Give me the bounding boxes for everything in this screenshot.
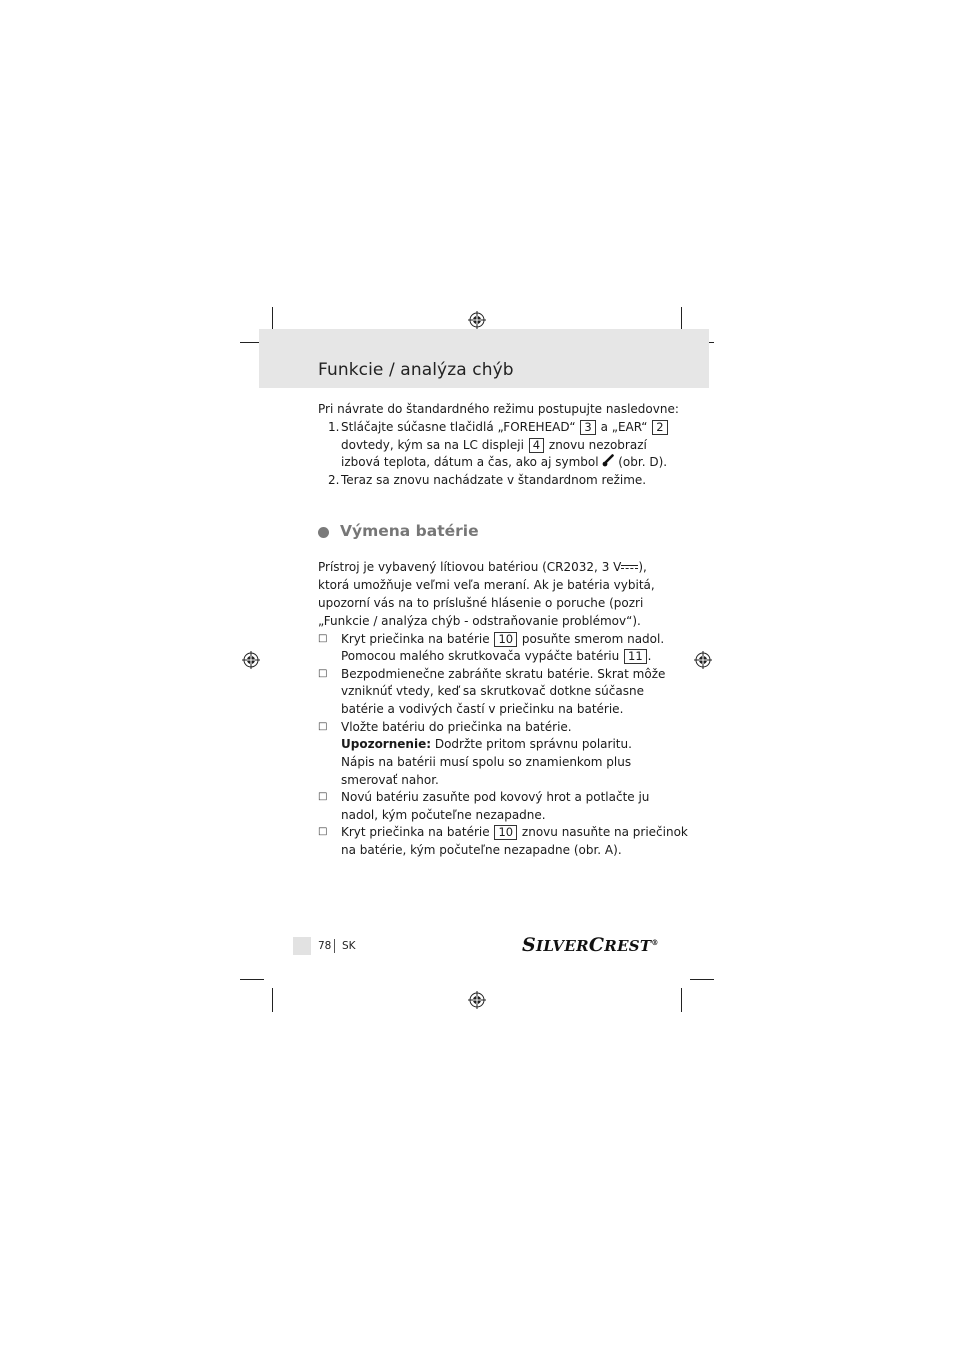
step-1-text: znovu nezobrazí	[548, 438, 647, 452]
step-1-text: a „EAR“	[600, 420, 648, 434]
ref-box: 10	[494, 632, 517, 647]
step-1-text: izbová teplota, dátum a čas, ako aj symbol	[341, 455, 599, 469]
list-item-line: Nápis na batérii musí spolu so znamienkom plus	[341, 755, 632, 769]
page-number: 78	[318, 940, 332, 952]
intro-lead: Pri návrate do štandardného režimu postupujte nasledovne:	[318, 402, 679, 416]
note-label: Upozornenie:	[341, 737, 431, 751]
paragraph-line	[318, 559, 647, 577]
registration-mark-icon	[468, 311, 486, 329]
crop-mark	[690, 979, 714, 980]
page-title: Funkcie / analýza chýb	[318, 360, 514, 380]
list-item-line	[341, 736, 632, 754]
step-1-text: Stláčajte súčasne tlačidlá „FOREHEAD“	[341, 420, 576, 434]
section-bullet-icon	[318, 527, 329, 538]
ref-box: 2	[652, 420, 667, 435]
list-item-text: znovu nasuňte na priečinok	[521, 825, 688, 839]
list-item-line: smerovať nahor.	[341, 773, 439, 787]
list-item-text: Kryt priečinka na batérie	[341, 825, 490, 839]
language-code: SK	[342, 940, 356, 952]
step-2-number: 2.	[328, 473, 340, 487]
list-item-text: Dodržte pritom správnu polaritu.	[434, 737, 632, 751]
crop-mark	[240, 979, 264, 980]
registration-mark-icon	[242, 651, 260, 669]
step-2-text: Teraz sa znovu nachádzate v štandardnom režime.	[341, 473, 647, 487]
ref-box: 10	[494, 825, 517, 840]
ref-box: 11	[624, 649, 647, 664]
list-item	[341, 631, 664, 649]
paragraph-line: upozorní vás na to príslušné hlásenie o poruche (pozri	[318, 596, 644, 610]
list-item-text: .	[647, 649, 652, 663]
list-item	[341, 824, 688, 842]
list-item-line: nadol, kým počuteľne nezapadne.	[341, 808, 546, 822]
checkbox-bullet-icon: □	[318, 721, 328, 732]
step-1-line-1	[341, 419, 669, 437]
ref-box: 4	[529, 438, 544, 453]
checkbox-bullet-icon: □	[318, 633, 328, 644]
list-item-text: Pomocou malého skrutkovača vypáčte batériu	[341, 649, 620, 663]
step-1-line-2	[341, 437, 647, 455]
thermometer-symbol-icon	[602, 454, 614, 467]
step-1-line-3	[341, 454, 667, 472]
step-1-text: (obr. D).	[618, 455, 668, 469]
list-item-line: na batérie, kým počuteľne nezapadne (obr. A).	[341, 843, 622, 857]
checkbox-bullet-icon: □	[318, 791, 328, 802]
paragraph-line: ktorá umožňuje veľmi veľa meraní. Ak je batéria vybitá,	[318, 578, 655, 592]
brand-logo: SILVERCREST®	[522, 934, 659, 956]
list-item: Vložte batériu do priečinka na batérie.	[341, 720, 572, 734]
list-item: Novú batériu zasuňte pod kovový hrot a potlačte ju	[341, 790, 650, 804]
list-item-text: Kryt priečinka na batérie	[341, 632, 490, 646]
registration-mark-icon	[694, 651, 712, 669]
footer-tab	[293, 937, 311, 955]
footer-divider	[334, 939, 335, 953]
paragraph-line: „Funkcie / analýza chýb - odstraňovanie problémov“).	[318, 614, 641, 628]
crop-mark	[272, 307, 273, 331]
crop-mark	[681, 307, 682, 331]
paragraph-text: ),	[638, 560, 647, 574]
step-1-text: dovtedy, kým sa na LC displeji	[341, 438, 524, 452]
list-item-line	[341, 648, 652, 666]
registration-mark-icon	[468, 991, 486, 1009]
dc-symbol-icon	[621, 564, 638, 572]
crop-mark	[681, 988, 682, 1012]
paragraph-text: Prístroj je vybavený lítiovou batériou (CR2032, 3 V	[318, 560, 622, 574]
list-item: Bezpodmienečne zabráňte skratu batérie. Skrat môže	[341, 667, 666, 681]
ref-box: 3	[580, 420, 595, 435]
list-item-text: posuňte smerom nadol.	[521, 632, 665, 646]
step-1-number: 1.	[328, 420, 340, 434]
section-heading: Výmena batérie	[340, 522, 479, 540]
list-item-line: vzniknúť vtedy, keď sa skrutkovač dotkne súčasne	[341, 684, 644, 698]
checkbox-bullet-icon: □	[318, 668, 328, 679]
checkbox-bullet-icon: □	[318, 826, 328, 837]
crop-mark	[272, 988, 273, 1012]
list-item-line: batérie a vodivých častí v priečinku na batérie.	[341, 702, 624, 716]
